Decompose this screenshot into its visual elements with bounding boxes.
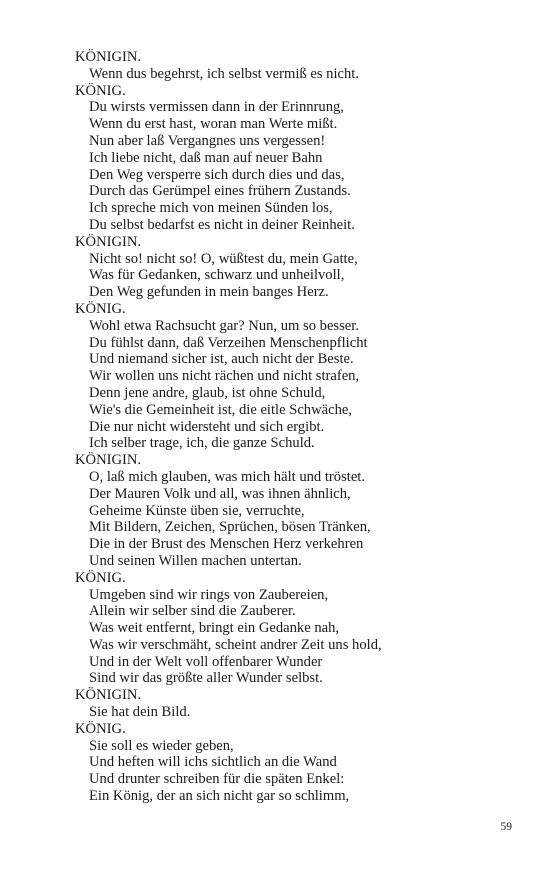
verse-line: Ein König, der an sich nicht gar so schlimm, xyxy=(89,788,350,805)
speaker-name: KÖNIGIN. xyxy=(75,49,142,65)
verse-line: Was wir verschmäht, scheint andrer Zeit uns hold, xyxy=(89,636,382,653)
verse-line: Die in der Brust des Menschen Herz verkehren xyxy=(89,536,364,553)
verse-line: Denn jene andre, glaub, ist ohne Schuld, xyxy=(89,384,326,401)
verse-line: Ich liebe nicht, daß man auf neuer Bahn xyxy=(89,149,323,166)
verse-line: Und in der Welt voll offenbarer Wunder xyxy=(89,653,323,670)
verse-line: Nicht so! nicht so! O, wüßtest du, mein Gatte, xyxy=(89,250,358,267)
verse-line: Was weit entfernt, bringt ein Gedanke nah, xyxy=(89,620,340,637)
verse-line: Wie's die Gemeinheit ist, die eitle Schwäche, xyxy=(89,401,353,418)
speaker-name: KÖNIG. xyxy=(75,82,126,99)
speaker-name: KÖNIGIN. xyxy=(75,452,142,469)
verse-line: Den Weg gefunden in mein banges Herz. xyxy=(89,284,329,301)
verse-line: Und drunter schreiben für die späten Enkel: xyxy=(89,771,345,788)
verse-line: Ich selber trage, ich, die ganze Schuld. xyxy=(89,435,315,452)
verse-line: Und niemand sicher ist, auch nicht der Beste. xyxy=(89,351,354,368)
verse-line: Nun aber laß Vergangnes uns vergessen! xyxy=(89,132,326,149)
verse-line: Du wirsts vermissen dann in der Erinnrung, xyxy=(89,99,344,116)
verse-line: Sie soll es wieder geben, xyxy=(89,737,234,754)
verse-line: Wir wollen uns nicht rächen und nicht strafen, xyxy=(89,368,360,385)
verse-line: Allein wir selber sind die Zauberer. xyxy=(89,603,296,620)
verse-line: Ich spreche mich von meinen Sünden los, xyxy=(89,200,333,217)
verse-line: Umgeben sind wir rings von Zaubereien, xyxy=(89,586,329,603)
verse-line: O, laß mich glauben, was mich hält und tröstet. xyxy=(89,468,366,485)
verse-line: Geheime Künste üben sie, verruchte, xyxy=(89,502,305,519)
verse-line: Mit Bildern, Zeichen, Sprüchen, bösen Tränken, xyxy=(89,519,371,536)
verse-line: Durch das Gerümpel eines frühern Zustands. xyxy=(89,183,351,200)
verse-line: Du fühlst dann, daß Verzeihen Menschenpflicht xyxy=(89,334,368,351)
verse-line: Und heften will ichs sichtlich an die Wand xyxy=(89,754,337,771)
drama-text-block xyxy=(75,49,525,805)
verse-line: Den Weg versperre sich durch dies und das, xyxy=(89,166,345,183)
verse-line: Wenn du erst hast, woran man Werte mißt. xyxy=(89,116,338,133)
verse-line: Und seinen Willen machen untertan. xyxy=(89,552,302,569)
speaker-name: KÖNIGIN. xyxy=(75,687,142,704)
verse-line: Du selbst bedarfst es nicht in deiner Reinheit. xyxy=(89,216,355,233)
speaker-name: KÖNIG. xyxy=(75,569,126,586)
speaker-name: KÖNIGIN. xyxy=(75,233,142,250)
verse-line: Der Mauren Volk und all, was ihnen ähnlich, xyxy=(89,485,351,502)
verse-line: Wenn dus begehrst, ich selbst vermiß es nicht. xyxy=(89,65,359,82)
verse-line: Wohl etwa Rachsucht gar? Nun, um so besser. xyxy=(89,317,359,334)
verse-line: Sie hat dein Bild. xyxy=(89,704,191,721)
page-number: 59 xyxy=(500,821,512,833)
verse-line: Die nur nicht widersteht und sich ergibt. xyxy=(89,418,325,435)
speaker-name: KÖNIG. xyxy=(75,720,126,737)
verse-line: Was für Gedanken, schwarz und unheilvoll, xyxy=(89,267,345,284)
speaker-name: KÖNIG. xyxy=(75,300,126,317)
verse-line: Sind wir das größte aller Wunder selbst. xyxy=(89,670,323,687)
